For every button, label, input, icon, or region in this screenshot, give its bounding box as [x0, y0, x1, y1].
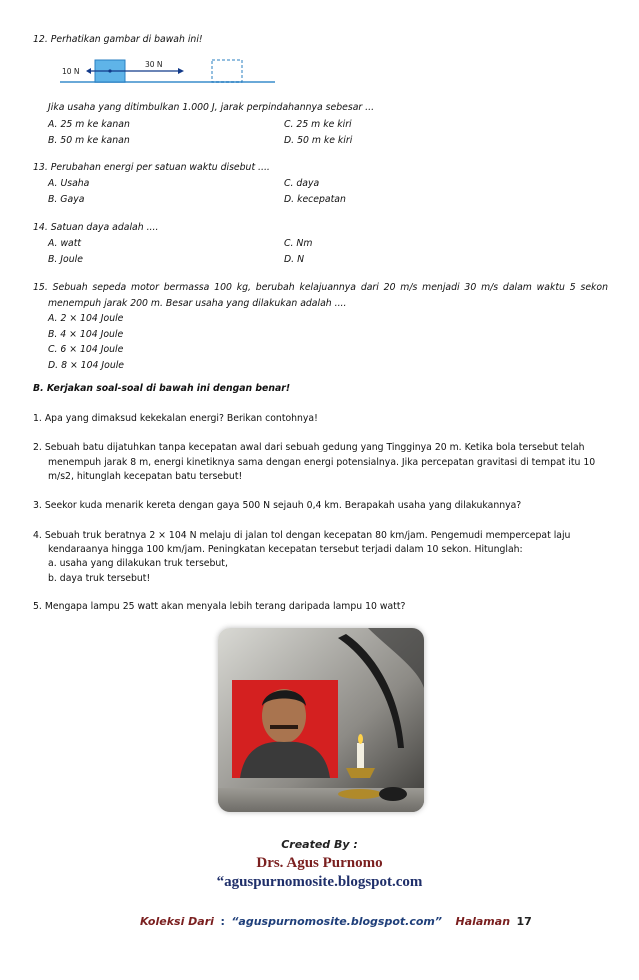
- q15-option-a: A. 2 × 104 Joule: [48, 313, 124, 324]
- q13-option-b: B. Gaya: [48, 194, 85, 205]
- arrow-left-icon: [86, 68, 91, 74]
- force-diagram: [60, 54, 275, 84]
- footer-colon: :: [220, 915, 225, 928]
- q14-option-a: A. watt: [48, 238, 82, 249]
- q14-option-b: B. Joule: [48, 254, 83, 265]
- created-by-label: Created By :: [281, 838, 358, 851]
- q14-title: 14. Satuan daya adalah ....: [33, 222, 159, 233]
- candle-flame: [358, 734, 363, 744]
- essay-2-line3: m/s2, hitunglah kecepatan batu tersebut!: [48, 471, 243, 482]
- q15-line2: menempuh jarak 200 m. Besar usaha yang dilakukan adalah ....: [48, 298, 347, 309]
- essay-2-line2: menempuh jarak 8 m, energi kinetiknya sama dengan energi potensialnya. Jika percepatan gravitasi di tempat itu 10: [48, 457, 596, 468]
- q15-option-d: D. 8 × 104 Joule: [48, 360, 125, 371]
- essay-1: 1. Apa yang dimaksud kekekalan energi? Berikan contohnya!: [33, 413, 318, 424]
- essay-2-line1: 2. Sebuah batu dijatuhkan tanpa kecepatan awal dari sebuah gedung yang Tingginya 20 m. Ketika bola tersebut telah: [33, 442, 585, 453]
- arrow-right-icon: [178, 68, 184, 74]
- essay-3: 3. Seekor kuda menarik kereta dengan gaya 500 N sejauh 0,4 km. Berapakah usaha yang dilakukannya?: [33, 500, 522, 511]
- q13-title: 13. Perubahan energi per satuan waktu disebut ....: [33, 162, 270, 173]
- q12-stem: Jika usaha yang ditimbulkan 1.000 J, jarak perpindahannya sebesar ...: [48, 102, 375, 113]
- author-site: “aguspurnomosite.blogspot.com: [216, 874, 423, 890]
- q12-option-a: A. 25 m ke kanan: [48, 119, 130, 130]
- essay-5: 5. Mengapa lampu 25 watt akan menyala lebih terang daripada lampu 10 watt?: [33, 601, 406, 612]
- q12-option-c: C. 25 m ke kiri: [284, 119, 352, 130]
- candle-holder: [346, 768, 375, 778]
- section-b-heading: B. Kerjakan soal-soal di bawah ini dengan benar!: [33, 383, 291, 394]
- page-footer: [140, 915, 532, 929]
- footer-halaman: Halaman: [455, 915, 511, 928]
- author-name: Drs. Agus Purnomo: [256, 855, 383, 871]
- essay-4-line1: 4. Sebuah truk beratnya 2 × 104 N melaju di jalan tol dengan kecepatan 80 km/jam. Pengemudi mempercepat laju: [33, 530, 571, 541]
- photo-illustration: [218, 628, 424, 812]
- q12-option-b: B. 50 m ke kanan: [48, 135, 130, 146]
- essay-4-line2: kendaraanya hingga 100 km/jam. Peningkatan kecepatan tersebut terjadi dalam 10 sekon. Hitunglah:: [48, 544, 523, 555]
- author-photo: [218, 628, 424, 812]
- q13-option-d: D. kecepatan: [284, 194, 346, 205]
- footer-site: “aguspurnomosite.blogspot.com”: [231, 915, 442, 928]
- q13-option-a: A. Usaha: [48, 178, 90, 189]
- q14-option-d: D. N: [284, 254, 305, 265]
- label-30n: 30 N: [145, 60, 163, 69]
- portrait-mustache: [270, 725, 298, 729]
- q15-option-b: B. 4 × 104 Joule: [48, 329, 124, 340]
- block-final-position: [212, 60, 242, 82]
- q15-line1: 15. Sebuah sepeda motor bermassa 100 kg, berubah kelajuannya dari 20 m/s menjadi 30 m/s dalam waktu 5 sekon: [33, 282, 608, 293]
- q12-title: 12. Perhatikan gambar di bawah ini!: [33, 34, 203, 45]
- ink-bottle-icon: [379, 787, 407, 801]
- candle-icon: [357, 743, 364, 768]
- essay-4-line4: b. daya truk tersebut!: [48, 573, 151, 584]
- footer-koleksi: Koleksi Dari: [140, 915, 214, 928]
- essay-4-line3: a. usaha yang dilakukan truk tersebut,: [48, 558, 228, 569]
- q12-option-d: D. 50 m ke kiri: [284, 135, 353, 146]
- block-center-dot: [108, 69, 111, 72]
- q14-option-c: C. Nm: [284, 238, 313, 249]
- label-10n: 10 N: [62, 67, 80, 76]
- page-number: 17: [516, 915, 532, 928]
- q15-option-c: C. 6 × 104 Joule: [48, 344, 124, 355]
- q13-option-c: C. daya: [284, 178, 320, 189]
